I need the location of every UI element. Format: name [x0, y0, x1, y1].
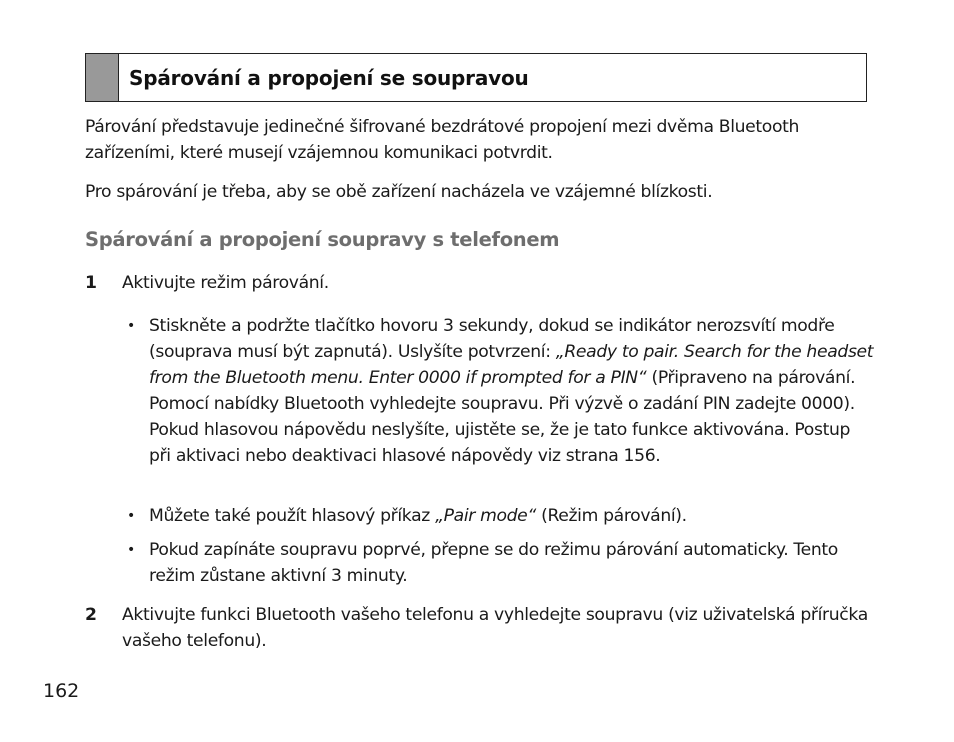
bullet-marker: • — [127, 318, 136, 334]
bullet-marker: • — [127, 508, 136, 524]
bullet-marker: • — [127, 542, 136, 558]
page-number: 162 — [43, 680, 80, 702]
bullet-text-2-quote: „Pair mode“ — [435, 506, 536, 526]
intro-paragraph-2: Pro spárování je třeba, aby se obě zařízení nacházela ve vzájemné blízkosti. — [85, 182, 713, 202]
step-number-2: 2 — [85, 605, 97, 625]
bullet-text-2 — [149, 503, 874, 529]
step-text-1: Aktivujte režim párování. — [122, 273, 329, 293]
bullet-text-1-part2: (Připraveno na párování. Pomocí nabídky Bluetooth vyhledejte soupravu. Při výzvě o zadání PIN zadejte 0000). Pokud hlasovou nápovědu neslyšíte, ujistěte se, že je tato funkce aktivována. Postup při aktivaci nebo deaktivaci hlasové nápovědy viz strana 156. — [149, 368, 856, 466]
bullet-text-2-part2: (Režim párování). — [535, 506, 687, 526]
bullet-text-1 — [149, 313, 874, 469]
bullet-text-2-part1: Můžete také použít hlasový příkaz — [149, 506, 436, 526]
title-accent-block — [86, 54, 119, 101]
intro-paragraph-1: Párování představuje jedinečné šifrované bezdrátové propojení mezi dvěma Bluetooth zařízeními, které musejí vzájemnou komunikaci potvrdit. — [85, 117, 800, 163]
bullet-text-1-quote: „Ready to pair. Search for the headset from the Bluetooth menu. Enter 0000 if prompted for a PIN“ — [149, 342, 874, 388]
section-title: Spárování a propojení se soupravou — [129, 65, 529, 90]
bullet-text-1-part1: Stiskněte a podržte tlačítko hovoru 3 sekundy, dokud se indikátor nerozsvítí modře (souprava musí být zapnutá). Uslyšíte potvrzení: — [149, 316, 835, 362]
subheading: Spárování a propojení soupravy s telefonem — [85, 228, 560, 251]
step-number-1: 1 — [85, 273, 97, 293]
step-text-2: Aktivujte funkci Bluetooth vašeho telefonu a vyhledejte soupravu (viz uživatelská příručka vašeho telefonu). — [122, 605, 868, 651]
bullet-text-3: Pokud zapínáte soupravu poprvé, přepne se do režimu párování automaticky. Tento režim zůstane aktivní 3 minuty. — [149, 540, 838, 586]
section-title-box — [85, 53, 867, 102]
